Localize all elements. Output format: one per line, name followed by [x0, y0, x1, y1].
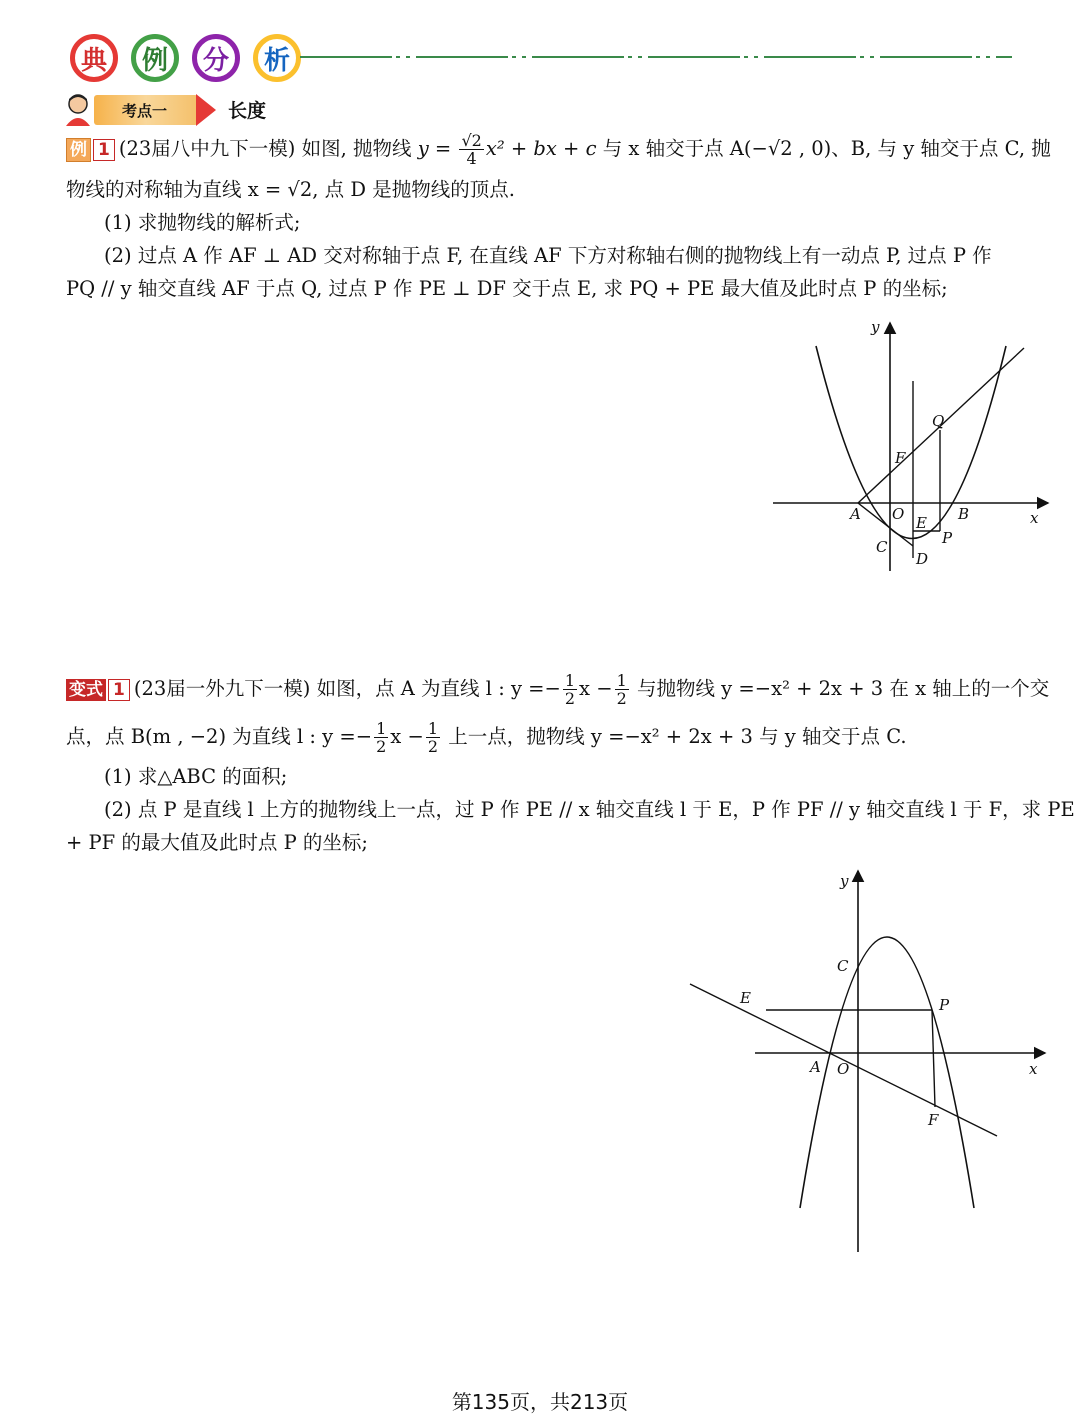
variant1-text-b: 与抛物线 y =−x² + 2x + 3 在 x 轴上的一个交 [636, 677, 1050, 700]
example1-parabola [816, 346, 1006, 539]
example1-label-x: x [1030, 509, 1039, 527]
example1-label-D: D [916, 550, 929, 568]
example1-source: (23届八中九下一模) [118, 137, 296, 160]
variant1-line1 [66, 672, 1049, 707]
variant1-parabola [800, 937, 974, 1208]
variant1-label-A: A [810, 1058, 821, 1076]
variant1-line2-mid: x − [390, 725, 424, 748]
example1-label-C: C [876, 538, 888, 556]
variant1-fraction-2 [615, 672, 629, 707]
variant1-frac3-num: 1 [376, 719, 387, 738]
example1-tag: 例 [66, 138, 91, 162]
variant1-frac3-den: 2 [376, 737, 387, 756]
variant1-fraction-4 [426, 720, 440, 755]
variant1-segment-PF [932, 1010, 935, 1107]
variant1-label-C: C [837, 957, 849, 975]
example1-eq-post: x² + bx + c [485, 137, 597, 160]
header-badge-li: 例 [131, 34, 179, 82]
kaodian-arrow-icon [196, 94, 216, 126]
example1-line1 [66, 132, 1051, 167]
variant1-text-a: 如图，点 A 为直线 l : y =− [316, 677, 561, 700]
example1-question2-b: PQ // y 轴交直线 AF 于点 Q, 过点 P 作 PE ⊥ DF 交于点 E, 求 PQ + PE 最大值及此时点 P 的坐标; [66, 277, 948, 300]
example1-frac-num: √2 [461, 131, 482, 150]
variant1-frac1-num: 1 [564, 671, 576, 690]
variant1-question2-a: (2) 点 P 是直线 l 上方的抛物线上一点，过 P 作 PE // x 轴交直线 l 于 E，P 作 PF // y 轴交直线 l 于 F，求 PE [104, 798, 1075, 821]
header-badge-dian: 典 [70, 34, 118, 82]
variant1-label-F: F [928, 1111, 939, 1129]
example1-figure [770, 318, 1055, 578]
example1-label-A: A [850, 505, 861, 523]
variant1-source: (23届一外九下一模) [133, 677, 311, 700]
kaodian-label: 考点一 [94, 95, 198, 125]
variant1-label-x: x [1029, 1060, 1038, 1078]
header-badge-xi: 析 [253, 34, 301, 82]
example1-line2: 物线的对称轴为直线 x = √2, 点 D 是抛物线的顶点. [66, 178, 515, 201]
example1-fraction [459, 132, 483, 167]
example1-num: 1 [93, 139, 115, 161]
header-badge-fen: 分 [192, 34, 240, 82]
variant1-num: 1 [108, 679, 130, 701]
example1-label-y: y [871, 318, 880, 336]
example1-label-Q: Q [932, 412, 945, 430]
variant1-question1: (1) 求△ABC 的面积; [104, 765, 288, 788]
header-divider [300, 56, 1012, 58]
variant1-frac2-den: 2 [616, 689, 627, 708]
variant1-fraction-3 [374, 720, 388, 755]
example1-frac-den: 4 [466, 149, 477, 168]
example1-label-P: P [942, 529, 953, 547]
variant1-frac1-den: 2 [564, 689, 576, 708]
variant1-figure [685, 866, 1055, 1258]
variant1-label-y: y [840, 872, 849, 890]
example1-text-b: 与 x 轴交于点 A(−√2 , 0)、B, 与 y 轴交于点 C, 抛 [602, 137, 1051, 160]
example1-eq-pre: y = [417, 137, 452, 160]
variant1-text-mid: x − [579, 677, 613, 700]
variant1-question2-b: + PF 的最大值及此时点 P 的坐标; [66, 831, 368, 854]
variant1-line2-a: 点，点 B(m , −2) 为直线 l : y =− [66, 725, 373, 748]
example1-label-F: F [895, 449, 906, 467]
variant1-line2-b: 上一点，抛物线 y =−x² + 2x + 3 与 y 轴交于点 C. [448, 725, 907, 748]
variant1-tag: 变式 [66, 679, 106, 701]
variant1-frac4-den: 2 [427, 737, 438, 756]
kaodian-title: 长度 [228, 100, 267, 122]
variant1-label-P: P [939, 996, 950, 1014]
example1-text-a: 如图, 抛物线 [301, 137, 418, 160]
example1-label-O: O [892, 505, 905, 523]
variant1-fraction-1 [563, 672, 577, 707]
student-icon [62, 92, 96, 128]
page-footer: 第135页，共213页 [451, 1390, 629, 1414]
example1-label-B: B [958, 505, 970, 523]
variant1-frac4-num: 1 [427, 719, 438, 738]
variant1-label-O: O [837, 1060, 850, 1078]
example1-label-E: E [916, 514, 927, 532]
example1-question1: (1) 求抛物线的解析式; [104, 211, 301, 234]
variant1-label-E: E [740, 989, 751, 1007]
variant1-line2 [66, 720, 907, 755]
example1-question2-a: (2) 过点 A 作 AF ⊥ AD 交对称轴于点 F, 在直线 AF 下方对称轴右侧的抛物线上有一动点 P, 过点 P 作 [104, 244, 992, 267]
variant1-frac2-num: 1 [616, 671, 627, 690]
